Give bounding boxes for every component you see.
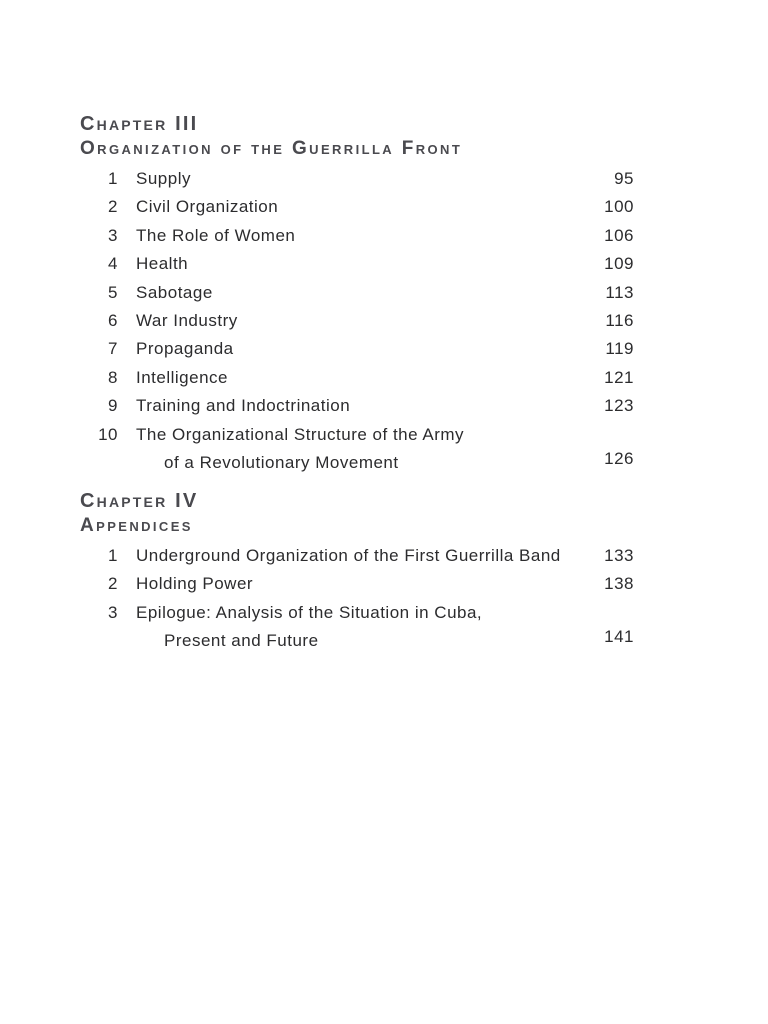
entry-title: Holding Power: [136, 574, 254, 594]
entry-page-number: 121: [604, 367, 634, 387]
toc-entry[interactable]: [80, 364, 640, 392]
entry-title: The Organizational Structure of the Army: [136, 424, 465, 444]
entry-title-block: [136, 599, 482, 650]
entry-page-number: 138: [604, 574, 634, 594]
entry-title-block: [136, 421, 464, 472]
toc-entry[interactable]: [80, 165, 640, 193]
entry-title: Propaganda: [136, 339, 234, 359]
entry-page-number: 106: [604, 225, 634, 245]
entry-title: Epilogue: Analysis of the Situation in Cuba,: [136, 602, 483, 622]
entry-number: 9: [108, 396, 118, 416]
entry-number: 3: [108, 225, 118, 245]
entry-number: 7: [108, 339, 118, 359]
entry-number: 5: [108, 282, 118, 302]
entry-number: 1: [108, 546, 118, 565]
toc-entry[interactable]: [80, 307, 640, 335]
entry-page-number: 126: [604, 448, 634, 468]
entry-number: 1: [108, 169, 118, 188]
toc-entry[interactable]: [80, 421, 640, 473]
entry-title: Intelligence: [136, 367, 229, 387]
entry-number: 6: [108, 310, 118, 330]
entry-title: Supply: [136, 169, 191, 188]
entry-page-number: 116: [605, 310, 634, 330]
entry-title: War Industry: [136, 310, 238, 330]
entry-page-number: 119: [605, 339, 634, 359]
entry-title: Civil Organization: [136, 197, 279, 217]
chapter-label: Chapter IV: [80, 490, 199, 512]
entry-title: Underground Organization of the First Guerrilla Band: [136, 546, 561, 565]
entry-title-continuation: of a Revolutionary Movement: [164, 452, 399, 472]
entry-number: 10: [98, 424, 118, 444]
entry-number: 2: [108, 574, 118, 594]
entry-page-number: 141: [604, 626, 634, 646]
toc-entry[interactable]: [80, 335, 640, 363]
toc-entry[interactable]: [80, 392, 640, 420]
chapter-title: Appendices: [80, 515, 193, 536]
toc-entries: [80, 165, 640, 473]
chapter-label: Chapter III: [80, 113, 199, 135]
entry-page-number: 95: [614, 169, 634, 188]
chapter-section: [80, 112, 640, 473]
entry-number: 2: [108, 197, 118, 217]
entry-page-number: 100: [604, 197, 634, 217]
entry-title-continuation: Present and Future: [164, 630, 319, 650]
entry-page-number: 113: [605, 282, 634, 302]
chapter-section: [80, 489, 640, 651]
entry-number: 4: [108, 254, 118, 274]
entry-title: Health: [136, 254, 189, 274]
entry-title: Sabotage: [136, 282, 213, 302]
chapter-title: Organization of the Guerrilla Front: [80, 138, 463, 159]
entry-page-number: 133: [604, 546, 634, 565]
toc-entry[interactable]: [80, 250, 640, 278]
entry-number: 3: [108, 602, 118, 622]
toc-entry[interactable]: [80, 279, 640, 307]
toc-entry[interactable]: [80, 222, 640, 250]
toc-entries: [80, 542, 640, 651]
entry-page-number: 123: [604, 396, 634, 416]
toc-entry[interactable]: [80, 193, 640, 221]
entry-page-number: 109: [604, 254, 634, 274]
toc-entry[interactable]: [80, 599, 640, 651]
entry-title: The Role of Women: [136, 225, 296, 245]
entry-title: Training and Indoctrination: [136, 396, 351, 416]
toc-entry[interactable]: [80, 542, 640, 570]
toc-entry[interactable]: [80, 570, 640, 598]
entry-number: 8: [108, 367, 118, 387]
